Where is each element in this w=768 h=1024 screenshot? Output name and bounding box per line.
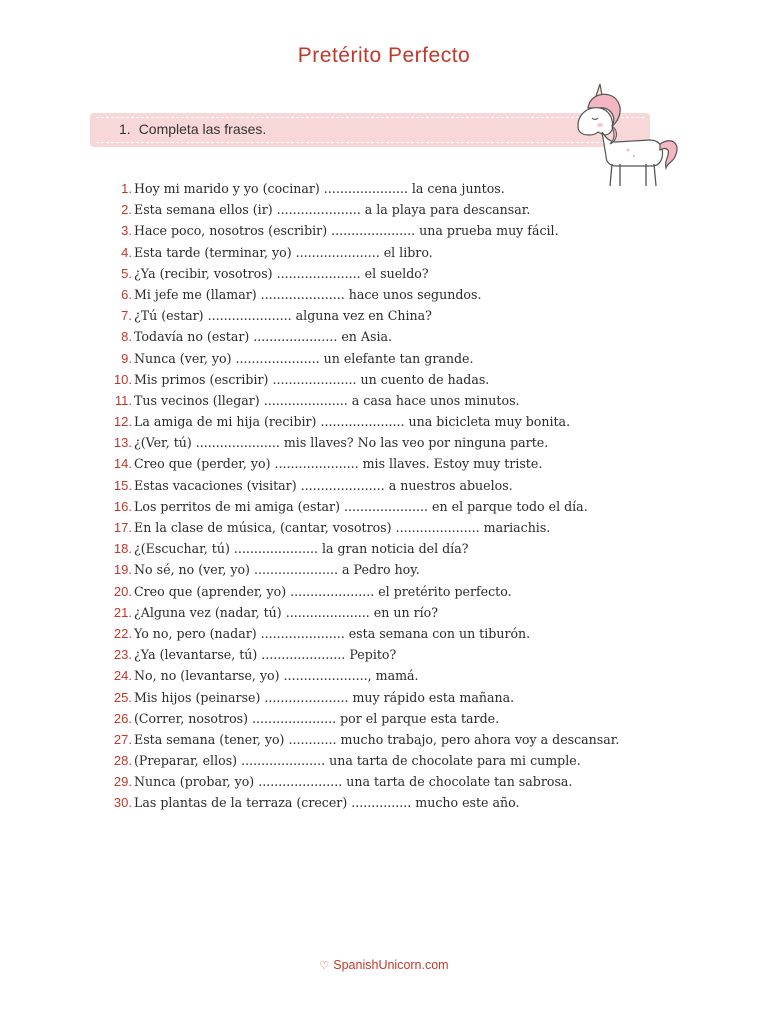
exercise-number: 30. bbox=[113, 795, 132, 811]
exercise-item bbox=[104, 475, 704, 496]
exercise-text: Tus vecinos (llegar) ..................... a casa hace unos minutos. bbox=[134, 392, 520, 408]
exercise-text: Mis hijos (peinarse) ..................... muy rápido esta mañana. bbox=[134, 689, 515, 705]
exercise-item bbox=[104, 220, 704, 241]
exercise-number: 17. bbox=[113, 520, 132, 535]
exercise-number: 18. bbox=[113, 541, 132, 557]
exercise-item bbox=[104, 644, 704, 665]
exercise-number: 5. bbox=[121, 265, 132, 281]
footer-link[interactable]: SpanishUnicorn.com bbox=[333, 958, 449, 972]
exercise-item bbox=[104, 750, 704, 771]
exercise-text: No, no (levantarse, yo) ....................., mamá. bbox=[134, 668, 419, 684]
exercise-item bbox=[104, 411, 704, 432]
exercise-text: Creo que (perder, yo) ..................... mis llaves. Estoy muy triste. bbox=[134, 456, 543, 472]
exercise-text: ¿Ya (levantarse, tú) ..................... Pepito? bbox=[134, 647, 397, 663]
exercise-item bbox=[104, 432, 704, 453]
exercise-item bbox=[104, 178, 704, 199]
exercise-item bbox=[104, 242, 704, 263]
exercise-number: 15. bbox=[113, 477, 132, 493]
exercise-text: Esta tarde (terminar, yo) ..................... el libro. bbox=[134, 244, 433, 260]
exercise-text: Hoy mi marido y yo (cocinar) ..................... la cena juntos. bbox=[134, 181, 505, 196]
exercise-item bbox=[104, 390, 704, 411]
exercise-number: 12. bbox=[113, 414, 132, 430]
exercise-number: 8. bbox=[121, 329, 132, 345]
exercise-item bbox=[104, 326, 704, 347]
exercise-number: 20. bbox=[113, 583, 132, 599]
exercise-number: 4. bbox=[121, 244, 132, 260]
exercise-number: 27. bbox=[113, 731, 132, 747]
exercise-item bbox=[104, 602, 704, 623]
exercise-text: No sé, no (ver, yo) ..................... a Pedro hoy. bbox=[134, 562, 420, 578]
exercise-item bbox=[104, 581, 704, 602]
exercise-item bbox=[104, 559, 704, 580]
exercise-text: Esta semana ellos (ir) ..................... a la playa para descansar. bbox=[134, 202, 531, 218]
exercise-item bbox=[104, 284, 704, 305]
exercise-text: (Correr, nosotros) ..................... por el parque esta tarde. bbox=[134, 710, 500, 726]
exercise-item bbox=[104, 792, 704, 813]
exercise-text: (Preparar, ellos) ..................... una tarta de chocolate para mi cumple. bbox=[134, 753, 581, 769]
exercise-item bbox=[104, 538, 704, 559]
exercise-text: Las plantas de la terraza (crecer) ............... mucho este año. bbox=[134, 795, 520, 811]
exercise-text: Nunca (ver, yo) ..................... un elefante tan grande. bbox=[134, 350, 474, 366]
exercise-number: 2. bbox=[121, 202, 132, 218]
exercise-number: 21. bbox=[113, 604, 132, 620]
exercise-item bbox=[104, 348, 704, 369]
exercise-item bbox=[104, 369, 704, 390]
exercise-text: Estas vacaciones (visitar) ..................... a nuestros abuelos. bbox=[134, 477, 513, 493]
exercise-text: ¿Alguna vez (nadar, tú) ..................... en un río? bbox=[134, 604, 438, 620]
exercise-number: 9. bbox=[121, 350, 132, 366]
exercise-item bbox=[104, 729, 704, 750]
exercise-item bbox=[104, 517, 704, 538]
exercise-text: Hace poco, nosotros (escribir) ..................... una prueba muy fácil. bbox=[134, 223, 559, 239]
exercise-number: 29. bbox=[113, 774, 132, 790]
exercise-text: En la clase de música, (cantar, vosotros) ..................... mariachis. bbox=[134, 520, 551, 535]
exercise-number: 22. bbox=[113, 625, 132, 641]
exercise-number: 26. bbox=[113, 710, 132, 726]
exercise-text: Mis primos (escribir) ..................... un cuento de hadas. bbox=[134, 371, 490, 387]
page-title: Pretérito Perfecto bbox=[297, 44, 471, 67]
exercise-text: ¿Ya (recibir, vosotros) ..................... el sueldo? bbox=[134, 265, 429, 281]
exercise-text: Todavía no (estar) ..................... en Asia. bbox=[134, 329, 392, 345]
exercise-item bbox=[104, 305, 704, 326]
exercise-item bbox=[104, 263, 704, 284]
exercise-text: ¿Tú (estar) ..................... alguna vez en China? bbox=[134, 308, 432, 324]
exercise-number: 23. bbox=[113, 647, 132, 663]
exercise-item bbox=[104, 453, 704, 474]
unicorn-icon bbox=[572, 78, 682, 190]
exercise-number: 3. bbox=[121, 223, 132, 239]
exercise-item bbox=[104, 771, 704, 792]
exercise-number: 11. bbox=[114, 392, 132, 408]
exercise-text: ¿(Ver, tú) ..................... mis llaves? No las veo por ninguna parte. bbox=[134, 435, 549, 451]
exercise-number: 13. bbox=[113, 435, 132, 451]
exercise-item bbox=[104, 199, 704, 220]
exercise-text: Yo no, pero (nadar) ..................... esta semana con un tiburón. bbox=[134, 625, 531, 641]
exercise-item bbox=[104, 687, 704, 708]
exercise-number: 28. bbox=[113, 753, 132, 769]
exercise-number: 7. bbox=[121, 308, 132, 324]
exercise-number: 25. bbox=[113, 689, 132, 705]
heart-icon: ♡ bbox=[319, 960, 330, 972]
exercise-item bbox=[104, 623, 704, 644]
exercise-number: 19. bbox=[113, 562, 132, 578]
exercise-item bbox=[104, 496, 704, 517]
exercise-text: Nunca (probar, yo) ..................... una tarta de chocolate tan sabrosa. bbox=[134, 774, 573, 790]
exercise-number: 14. bbox=[113, 456, 132, 472]
exercise-text: La amiga de mi hija (recibir) ..................... una bicicleta muy bonita. bbox=[134, 414, 571, 430]
exercise-item bbox=[104, 665, 704, 686]
exercise-text: ¿(Escuchar, tú) ..................... la gran noticia del día? bbox=[134, 541, 469, 557]
exercise-list bbox=[104, 178, 704, 814]
exercise-text: Creo que (aprender, yo) ..................... el pretérito perfecto. bbox=[134, 583, 512, 599]
exercise-number: 6. bbox=[121, 286, 132, 302]
instruction bbox=[119, 121, 266, 137]
exercise-text: Los perritos de mi amiga (estar) ..................... en el parque todo el día. bbox=[134, 498, 588, 514]
exercise-number: 16. bbox=[113, 498, 132, 514]
instruction-number: 1. bbox=[119, 121, 131, 137]
exercise-text: Mi jefe me (llamar) ..................... hace unos segundos. bbox=[134, 286, 482, 302]
footer bbox=[0, 958, 768, 972]
exercise-number: 10. bbox=[113, 371, 132, 387]
exercise-number: 24. bbox=[113, 668, 132, 684]
exercise-number: 1. bbox=[121, 181, 132, 196]
exercise-item bbox=[104, 708, 704, 729]
instruction-label: Completa las frases. bbox=[138, 121, 267, 137]
exercise-text: Esta semana (tener, yo) ............ mucho trabajo, pero ahora voy a descansar. bbox=[134, 731, 620, 747]
